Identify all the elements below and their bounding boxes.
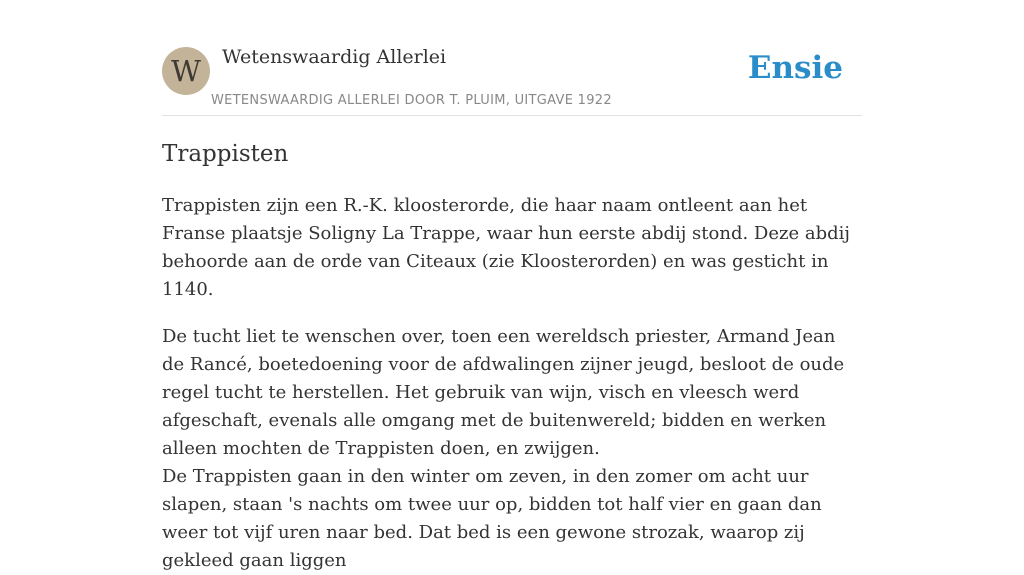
source-header (162, 46, 862, 116)
article-title: Trappisten (162, 141, 289, 167)
article (162, 138, 862, 575)
article-paragraph: Trappisten zijn een R.-K. kloosterorde, die haar naam ontleent aan het Franse plaatsje Soligny La Trappe, waar hun eerste abdij stond. Deze abdij behoorde aan de orde van Citeaux (zie Kloosterorden) en was gesticht in 1140. (162, 195, 850, 300)
source-title-link[interactable]: Wetenswaardig Allerlei (222, 46, 447, 68)
source-avatar[interactable]: W (162, 47, 210, 95)
article-paragraph: De tucht liet te wenschen over, toen een wereldsch priester, Armand Jean de Rancé, boetedoening voor de afdwalingen zijner jeugd, besloot de oude regel tucht te herstellen. Het gebruik van wijn, visch en vleesch werd afgeschaft, evenals alle omgang met de buitenwereld; bidden en werken alleen mochten de Trappisten doen, en zwijgen. De Trappisten gaan in den winter om zeven, in den zomer om acht uur slapen, staan 's nachts om twee uur op, bidden tot half vier en gaan dan weer tot vijf uren naar bed. Dat bed is een gewone strozak, waarop zij gekleed gaan liggen (162, 326, 845, 571)
source-subtitle: WETENSWAARDIG ALLERLEI DOOR T. PLUIM, UITGAVE 1922 (211, 93, 612, 108)
ensie-logo-link[interactable]: Ensie (747, 50, 843, 86)
